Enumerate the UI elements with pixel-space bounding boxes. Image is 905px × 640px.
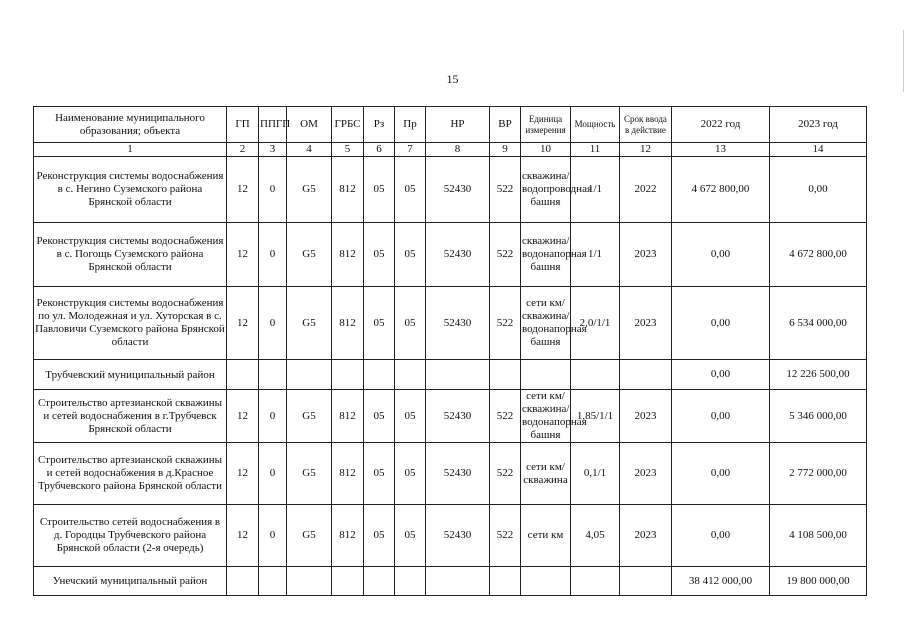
table-row	[34, 157, 867, 223]
column-number: 13	[672, 143, 770, 157]
power-cell: 1,85/1/1	[571, 390, 620, 443]
term-cell	[620, 360, 672, 390]
term-cell: 2023	[620, 287, 672, 360]
amount-2022: 0,00	[672, 223, 770, 287]
table-row	[34, 223, 867, 287]
nr-cell: 52430	[426, 287, 490, 360]
om-cell: G5	[287, 390, 332, 443]
grbs-cell: 812	[332, 287, 364, 360]
power-cell	[571, 567, 620, 596]
power-cell: 2,0/1/1	[571, 287, 620, 360]
grbs-cell: 812	[332, 443, 364, 505]
header-rz: Рз	[364, 107, 395, 143]
grbs-cell	[332, 360, 364, 390]
grbs-cell: 812	[332, 505, 364, 567]
district-name: Унечский муниципальный район	[34, 567, 227, 596]
table-row	[34, 443, 867, 505]
unit-cell: скважина/водонапорная башня	[521, 223, 571, 287]
grbs-cell: 812	[332, 390, 364, 443]
nr-cell: 52430	[426, 157, 490, 223]
column-number: 1	[34, 143, 227, 157]
amount-2022: 0,00	[672, 360, 770, 390]
rz-cell: 05	[364, 287, 395, 360]
object-name: Строительство артезианской скважины и сетей водоснабжения в д.Красное Трубчевского района Брянской области	[34, 443, 227, 505]
ppgp-cell: 0	[259, 505, 287, 567]
grbs-cell: 812	[332, 157, 364, 223]
object-name: Строительство сетей водоснабжения в д. Городцы Трубчевского района Брянской области (2-я очередь)	[34, 505, 227, 567]
header-name: Наименование муниципального образования; объекта	[34, 107, 227, 143]
header-vr: ВР	[490, 107, 521, 143]
object-name: Реконструкция системы водоснабжения по ул. Молодежная и ул. Хуторская в с. Павловичи Суземского района Брянской области	[34, 287, 227, 360]
pr-cell	[395, 567, 426, 596]
power-cell: 0,1/1	[571, 443, 620, 505]
header-nr: НР	[426, 107, 490, 143]
gp-cell: 12	[227, 287, 259, 360]
unit-cell	[521, 567, 571, 596]
pr-cell: 05	[395, 287, 426, 360]
amount-2023: 6 534 000,00	[770, 287, 867, 360]
column-number: 8	[426, 143, 490, 157]
column-number: 14	[770, 143, 867, 157]
rz-cell: 05	[364, 223, 395, 287]
header-2022: 2022 год	[672, 107, 770, 143]
unit-cell: сети км/скважина/водонапорная башня	[522, 390, 587, 441]
column-number: 4	[287, 143, 332, 157]
nr-cell: 52430	[426, 443, 490, 505]
amount-2022: 38 412 000,00	[672, 567, 770, 596]
unit-cell	[521, 360, 571, 390]
nr-cell	[426, 567, 490, 596]
table-row	[34, 390, 867, 443]
unit-cell: скважина/водопроводная башня	[521, 157, 571, 223]
pr-cell: 05	[395, 390, 426, 443]
amount-2023: 12 226 500,00	[770, 360, 867, 390]
vr-cell	[490, 567, 521, 596]
budget-table	[33, 106, 867, 596]
term-cell: 2023	[620, 505, 672, 567]
unit-cell: сети км/скважина/водонапорная башня	[521, 287, 571, 360]
gp-cell: 12	[227, 505, 259, 567]
column-number: 7	[395, 143, 426, 157]
header-om: ОМ	[287, 107, 332, 143]
amount-2022: 0,00	[672, 443, 770, 505]
amount-2022: 0,00	[672, 390, 770, 443]
grbs-cell	[332, 567, 364, 596]
om-cell: G5	[287, 287, 332, 360]
ppgp-cell: 0	[259, 157, 287, 223]
table-row	[34, 505, 867, 567]
power-cell: 4,05	[571, 505, 620, 567]
rz-cell	[364, 567, 395, 596]
header-2023: 2023 год	[770, 107, 867, 143]
district-subtotal-row	[34, 360, 867, 390]
vr-cell	[490, 360, 521, 390]
pr-cell: 05	[395, 157, 426, 223]
column-number: 3	[259, 143, 287, 157]
object-name: Реконструкция системы водоснабжения в с. Негино Суземского района Брянской области	[34, 157, 227, 223]
header-pr: Пр	[395, 107, 426, 143]
column-number-row	[34, 143, 867, 157]
om-cell: G5	[287, 505, 332, 567]
unit-cell: сети км/скважина	[521, 443, 571, 505]
column-number: 6	[364, 143, 395, 157]
unit-cell: сети км	[521, 505, 571, 567]
column-number: 12	[620, 143, 672, 157]
header-grbs: ГРБС	[332, 107, 364, 143]
vr-cell: 522	[490, 223, 521, 287]
amount-2022: 4 672 800,00	[672, 157, 770, 223]
ppgp-cell: 0	[259, 390, 287, 443]
om-cell: G5	[287, 443, 332, 505]
amount-2023: 0,00	[770, 157, 867, 223]
nr-cell: 52430	[426, 223, 490, 287]
amount-2022: 0,00	[672, 505, 770, 567]
amount-2023: 2 772 000,00	[770, 443, 867, 505]
header-gp: ГП	[227, 107, 259, 143]
om-cell	[287, 360, 332, 390]
column-number: 2	[227, 143, 259, 157]
header-power: Мощность	[571, 107, 620, 143]
gp-cell: 12	[227, 157, 259, 223]
gp-cell	[227, 360, 259, 390]
nr-cell	[426, 360, 490, 390]
gp-cell: 12	[227, 390, 259, 443]
table-row	[34, 287, 867, 360]
object-name: Строительство артезианской скважины и сетей водоснабжения в г.Трубчевск Брянской области	[34, 390, 227, 443]
om-cell	[287, 567, 332, 596]
amount-2023: 5 346 000,00	[770, 390, 867, 443]
rz-cell: 05	[364, 390, 395, 443]
pr-cell: 05	[395, 223, 426, 287]
amount-2022: 0,00	[672, 287, 770, 360]
om-cell: G5	[287, 223, 332, 287]
rz-cell: 05	[364, 443, 395, 505]
ppgp-cell	[259, 567, 287, 596]
header-row	[34, 107, 867, 143]
nr-cell: 52430	[426, 505, 490, 567]
rz-cell: 05	[364, 505, 395, 567]
object-name: Реконструкция системы водоснабжения в с. Погощь Суземского района Брянской области	[34, 223, 227, 287]
nr-cell: 52430	[426, 390, 490, 443]
column-number: 9	[490, 143, 521, 157]
column-number: 10	[521, 143, 571, 157]
header-ppgp: ППГП	[259, 107, 287, 143]
amount-2023: 4 108 500,00	[770, 505, 867, 567]
ppgp-cell: 0	[259, 223, 287, 287]
rz-cell	[364, 360, 395, 390]
om-cell: G5	[287, 157, 332, 223]
term-cell: 2022	[620, 157, 672, 223]
page-edge-mark	[903, 30, 904, 92]
vr-cell: 522	[490, 157, 521, 223]
gp-cell: 12	[227, 443, 259, 505]
ppgp-cell	[259, 360, 287, 390]
term-cell: 2023	[620, 443, 672, 505]
header-unit: Единица измерения	[521, 107, 571, 143]
district-name: Трубчевский муниципальный район	[34, 360, 227, 390]
pr-cell: 05	[395, 505, 426, 567]
grbs-cell: 812	[332, 223, 364, 287]
ppgp-cell: 0	[259, 443, 287, 505]
amount-2023: 4 672 800,00	[770, 223, 867, 287]
vr-cell: 522	[490, 443, 521, 505]
vr-cell: 522	[490, 287, 521, 360]
term-cell: 2023	[620, 390, 672, 443]
power-cell: 1/1	[571, 157, 620, 223]
header-term: Срок ввода в действие	[620, 107, 672, 143]
pr-cell: 05	[395, 443, 426, 505]
gp-cell: 12	[227, 223, 259, 287]
vr-cell: 522	[490, 505, 521, 567]
power-cell	[571, 360, 620, 390]
vr-cell: 522	[490, 390, 521, 443]
column-number: 11	[571, 143, 620, 157]
term-cell	[620, 567, 672, 596]
ppgp-cell: 0	[259, 287, 287, 360]
pr-cell	[395, 360, 426, 390]
gp-cell	[227, 567, 259, 596]
term-cell: 2023	[620, 223, 672, 287]
page-number: 15	[446, 72, 459, 86]
column-number: 5	[332, 143, 364, 157]
amount-2023: 19 800 000,00	[770, 567, 867, 596]
rz-cell: 05	[364, 157, 395, 223]
district-subtotal-row	[34, 567, 867, 596]
power-cell: 1/1	[571, 223, 620, 287]
